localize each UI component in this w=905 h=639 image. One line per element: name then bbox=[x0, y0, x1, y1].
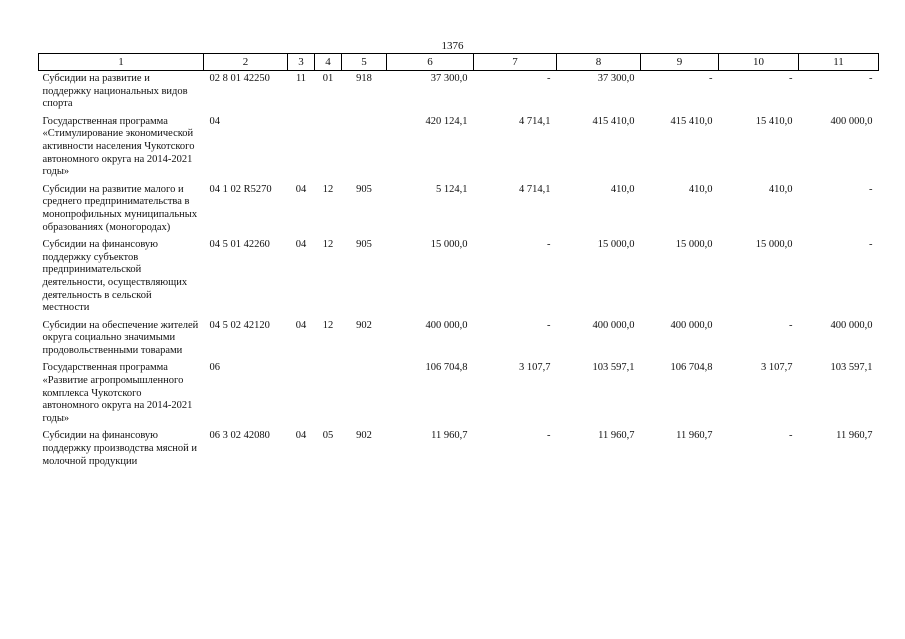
row-section: 04 bbox=[295, 319, 307, 331]
row-value-9: 400 000,0 bbox=[670, 319, 713, 331]
row-ministry: 902 bbox=[356, 319, 372, 331]
row-value-8: 103 597,1 bbox=[592, 362, 635, 374]
column-header-10: 10 bbox=[719, 54, 799, 71]
row-value-9: 15 000,0 bbox=[675, 239, 713, 251]
row-value-7: - bbox=[547, 73, 551, 84]
row-value-8: 15 000,0 bbox=[597, 239, 635, 251]
row-value-6: 400 000,0 bbox=[425, 319, 468, 331]
row-section: 04 bbox=[295, 183, 307, 195]
table-row bbox=[39, 71, 879, 114]
column-header-1: 1 bbox=[39, 54, 204, 71]
row-name: Субсидии на развитие и поддержку национальных видов спорта bbox=[42, 73, 188, 110]
row-value-10: 15 000,0 bbox=[755, 239, 793, 251]
row-value-6: 420 124,1 bbox=[425, 115, 468, 127]
row-section bbox=[288, 114, 315, 182]
row-value-11: 11 960,7 bbox=[836, 430, 873, 442]
column-header-7: 7 bbox=[474, 54, 557, 71]
row-section: 04 bbox=[295, 430, 307, 442]
row-subsection bbox=[315, 360, 342, 428]
row-code: 04 1 02 R5270 bbox=[209, 183, 272, 195]
row-subsection: 12 bbox=[322, 319, 334, 331]
row-code: 02 8 01 42250 bbox=[209, 73, 270, 84]
column-header-5: 5 bbox=[342, 54, 387, 71]
column-header-8: 8 bbox=[557, 54, 641, 71]
row-value-10: - bbox=[789, 319, 793, 331]
row-subsection: 12 bbox=[322, 239, 334, 251]
row-subsection: 12 bbox=[322, 183, 334, 195]
row-value-6: 15 000,0 bbox=[430, 239, 468, 251]
row-value-11: 400 000,0 bbox=[830, 319, 873, 331]
row-ministry bbox=[342, 360, 387, 428]
row-code: 04 5 01 42260 bbox=[209, 239, 270, 251]
row-code: 04 5 02 42120 bbox=[209, 319, 270, 331]
row-ministry: 902 bbox=[356, 430, 372, 442]
row-value-6: 106 704,8 bbox=[425, 362, 468, 374]
column-header-4: 4 bbox=[315, 54, 342, 71]
row-name: Субсидии на развитие малого и среднего предпринимательства в монопрофильных муниципальных образованиях (моногородах) bbox=[42, 183, 198, 233]
column-header-11: 11 bbox=[799, 54, 879, 71]
row-value-7: - bbox=[547, 239, 551, 251]
row-name: Субсидии на финансовую поддержку производства мясной и молочной продукции bbox=[42, 430, 198, 467]
column-header-9: 9 bbox=[641, 54, 719, 71]
row-value-7: - bbox=[547, 319, 551, 331]
column-header-2: 2 bbox=[204, 54, 288, 71]
row-value-10: 15 410,0 bbox=[755, 115, 793, 127]
row-subsection bbox=[315, 114, 342, 182]
table-row bbox=[39, 318, 879, 361]
row-value-7: 4 714,1 bbox=[519, 183, 551, 195]
row-value-6: 11 960,7 bbox=[431, 430, 468, 442]
row-subsection: 05 bbox=[322, 430, 334, 442]
page-number: 1376 bbox=[441, 40, 464, 52]
row-value-7: - bbox=[547, 430, 551, 442]
row-value-10: 3 107,7 bbox=[761, 362, 793, 374]
row-code: 06 bbox=[209, 362, 220, 374]
row-value-8: 415 410,0 bbox=[592, 115, 635, 127]
header-row bbox=[39, 54, 879, 71]
table-row bbox=[39, 182, 879, 237]
row-subsection: 01 bbox=[322, 73, 334, 84]
row-value-9: 415 410,0 bbox=[670, 115, 713, 127]
row-value-11: - bbox=[869, 239, 873, 251]
row-value-9: - bbox=[709, 73, 713, 84]
table-row bbox=[39, 114, 879, 182]
row-value-6: 37 300,0 bbox=[430, 73, 468, 84]
row-value-11: - bbox=[869, 73, 873, 84]
row-name: Субсидии на обеспечение жителей округа социально значимыми продовольственными товарами bbox=[42, 319, 199, 356]
row-value-9: 410,0 bbox=[688, 183, 713, 195]
row-name: Государственная программа «Стимулирование экономической активности населения Чукотского автономного округа на 2014-2021 годы» bbox=[42, 115, 195, 178]
row-section bbox=[288, 360, 315, 428]
row-name: Государственная программа «Развитие агропромышленного комплекса Чукотского автономного округа на 2014-2021 годы» bbox=[42, 362, 193, 424]
row-value-8: 400 000,0 bbox=[592, 319, 635, 331]
row-value-7: 3 107,7 bbox=[519, 362, 551, 374]
table-row bbox=[39, 428, 879, 471]
row-ministry: 905 bbox=[356, 183, 372, 195]
row-code: 06 3 02 42080 bbox=[209, 430, 270, 442]
row-ministry: 918 bbox=[356, 73, 372, 84]
row-value-6: 5 124,1 bbox=[436, 183, 468, 195]
row-name: Субсидии на финансовую поддержку субъектов предпринимательской деятельности, осуществляющих деятельность в сельской местности bbox=[42, 239, 188, 314]
table-row bbox=[39, 360, 879, 428]
row-value-9: 11 960,7 bbox=[676, 430, 713, 442]
column-header-6: 6 bbox=[387, 54, 474, 71]
row-value-9: 106 704,8 bbox=[670, 362, 713, 374]
row-value-8: 11 960,7 bbox=[598, 430, 635, 442]
row-value-10: - bbox=[789, 73, 793, 84]
row-ministry bbox=[342, 114, 387, 182]
table-row bbox=[39, 237, 879, 318]
column-header-3: 3 bbox=[288, 54, 315, 71]
row-value-8: 37 300,0 bbox=[597, 73, 635, 84]
row-value-7: 4 714,1 bbox=[519, 115, 551, 127]
row-value-8: 410,0 bbox=[610, 183, 635, 195]
row-value-10: 410,0 bbox=[768, 183, 793, 195]
row-section: 04 bbox=[295, 239, 307, 251]
row-value-11: 103 597,1 bbox=[830, 362, 873, 374]
row-value-11: 400 000,0 bbox=[830, 115, 873, 127]
row-value-10: - bbox=[789, 430, 793, 442]
row-value-11: - bbox=[869, 183, 873, 195]
row-ministry: 905 bbox=[356, 239, 372, 251]
budget-table bbox=[38, 53, 879, 471]
row-section: 11 bbox=[295, 73, 307, 84]
row-code: 04 bbox=[209, 115, 220, 127]
